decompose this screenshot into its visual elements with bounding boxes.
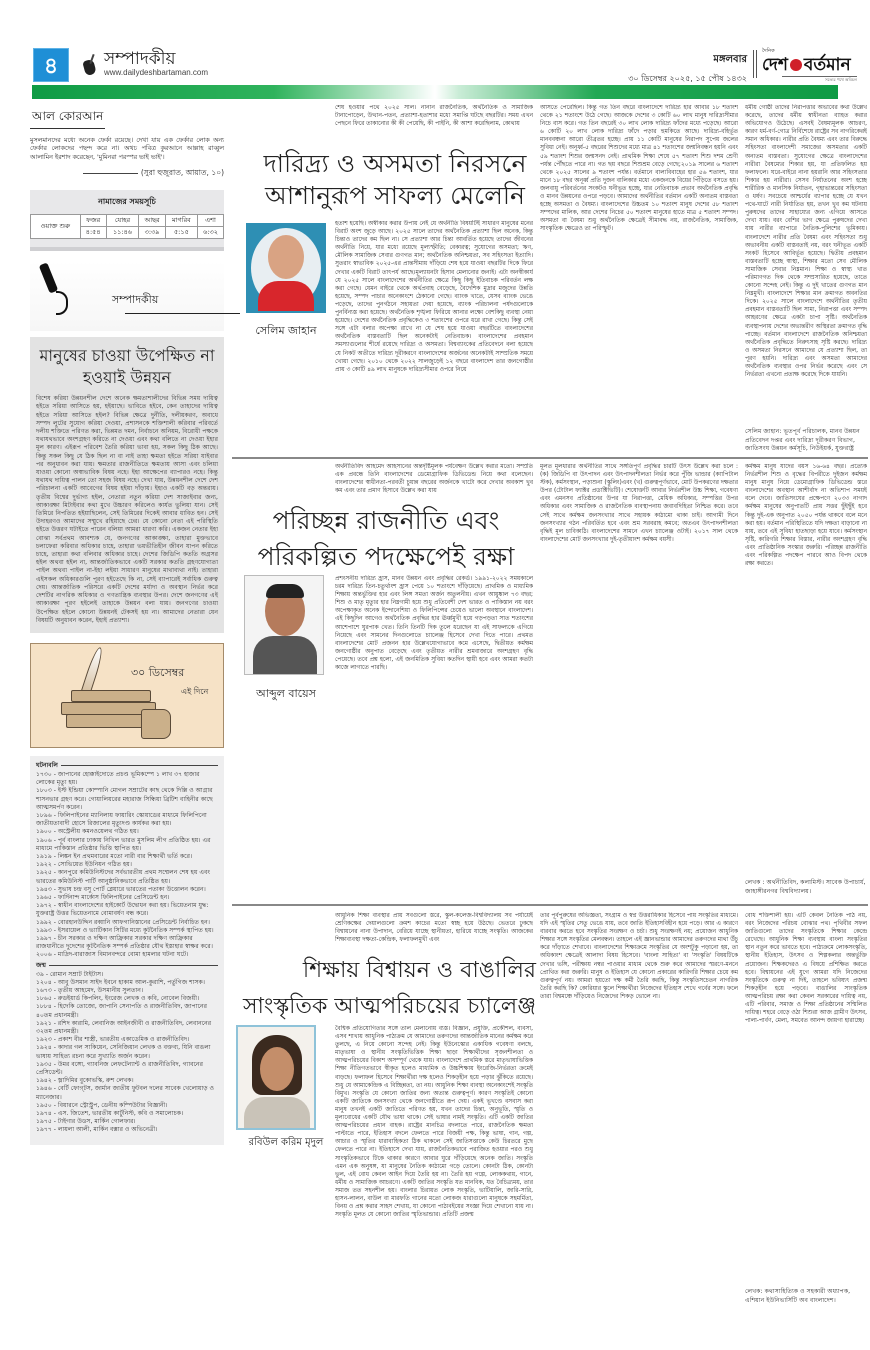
author-name: সেলিম জাহান bbox=[255, 324, 317, 337]
prayer-time: ১১:৪৬ bbox=[106, 227, 139, 239]
event-item: ১৯৪৩ - সুভাষ চন্দ্র বসু পোর্ট ব্লেয়ারে ভারতের পতাকা উত্তোলন করেন। bbox=[36, 885, 206, 893]
writing-hand-icon bbox=[82, 54, 98, 76]
events-heading: ঘটনাবলি bbox=[36, 760, 218, 771]
event-item: ২০০৬ - মাদ্রিদ-বারাজাস বিমানবন্দরে বোমা হামলার ঘটনা ঘটে। bbox=[36, 951, 189, 959]
birth-item: ১৯৫০ - বিয়ারনে স্ট্রোস্ট্রুপ, ডেনীয় কম্পিউটার বিজ্ঞানী। bbox=[36, 1101, 168, 1109]
headline-line: সাংস্কৃতিক আত্মপরিচয়ের চ্যালেঞ্জ bbox=[242, 994, 536, 1019]
masthead-name-right: বর্তমান bbox=[803, 55, 851, 75]
section-divider bbox=[232, 457, 868, 459]
article-3-headline bbox=[236, 953, 536, 1025]
event-item: ১৮০৩ - ইস্ট ইন্ডিয়া কোম্পানি মোগল সম্রাটের কাছ থেকে দিল্লি ও আগ্রার শাসনভার গ্রহণ করে। গোয়ালিয়রের মহারাজ সিন্ধিয়া ব্রিটিশ বাহিনীর কাছে আত্মসমর্পণ করেন। bbox=[36, 787, 213, 811]
masthead-logo bbox=[762, 48, 857, 84]
birth-item: ১৬৭৩ - তৃতীয় আহমেদ, উসমানীয় সুলতান। bbox=[36, 986, 144, 994]
prayer-name: এশা bbox=[198, 215, 224, 227]
prayer-time: ৪:৫৪ bbox=[80, 227, 106, 239]
birth-item: ১৯২৩ - প্রকাশ বীর শাস্ত্রী, ভারতীয় একাডেমিক ও রাজনীতিবিদ। bbox=[36, 1036, 190, 1044]
article-2-col-mid: মূলত মূলধারার অর্থনীতির সাথে সঙ্গতিপূর্ণ প্রবৃদ্ধির চারটি উৎস উল্লেখ করা চলে : (ক) জিডিপি বা উৎপাদন এবং উৎপাদনশীলতা নির্ভর করে পুঁজি ভান্ডার (ক্যাপিটাল স্টক), কর্মসংস্থান, পড়াশুনা (স্কুলিং)এবং (খ) গুরুত্বপূর্ণভাবে, মোট উপকরণের দক্ষতার উপর (টোটাল ফ্যাক্টর প্রডাক্টিভিটি)। শেষোক্তটি আবার নির্ভরশীল উচ্চ শিক্ষা, গবেষণা এবং এমনসব প্রতিষ্ঠানের উপর যা নিরাপত্তা, মেধিক অধিকার, সম্পত্তির উপর অধিকার এবং সামাজিক ও রাজনৈতিক ব্যবস্থাপনায় জবাবদিহিতা নিশ্চিত করে। তবে সেই সাথে কর্মক্ষম জনসংখ্যার সাথে সহায়ক কাঠামো থাকা চাই। আগামী দিনে জনসংখ্যার গঠন পরিবর্তিত হবে এবং শ্রম সরবরাহ কমবে; অতএব উৎপাদনশীলতা বৃদ্ধিই মূল চাবিকাঠি। বাংলাদেশের সামনে এখন চ্যালেঞ্জ ওটাই। ২০১৭ সাল থেকে বাংলাদেশের মোট জনসংখ্যার দুই-তৃতীয়াংশ কর্মক্ষম বয়সী। bbox=[540, 464, 738, 543]
event-item: ১৯০০ - অস্ট্রেলীয় কমনওয়েলথ গঠিত হয়। bbox=[36, 828, 139, 836]
editorial-headline: মানুষের চাওয়া উপেক্ষিত না হওয়াই উন্নয়ন bbox=[39, 346, 215, 388]
headline-line: দারিদ্র্য ও অসমতা নিরসনে bbox=[263, 149, 527, 178]
birth-item: ১৯৭৫ - টাইগার উডস, মার্কিন গোলফার। bbox=[36, 1118, 136, 1126]
birth-item: ১৯২৪ - কাদার গল সাকিয়েন, সেনিজিয়ান লেখক ও বক্তব্য, যিনি বাঙলা ভাষায় সাহিত্য রচনা করে সুখ্যাতি অর্জন করেন। bbox=[36, 1044, 211, 1060]
author-name: আব্দুল বায়েস bbox=[256, 687, 316, 700]
header-green-bar bbox=[32, 85, 838, 99]
quran-reference: (সুরা হুজুরাত, আয়াত, ১০) bbox=[30, 168, 224, 180]
this-day-banner bbox=[30, 643, 224, 748]
article-2-intro: অর্থনীতিবিদ আহমেদ আহসানের অন্তর্দৃষ্টিমূলক পর্যবেক্ষণ উল্লেখ করার মতো। সম্প্রতি এক প্রবন্ধে তিনি বাংলাদেশের ডেমোগ্রাফিক ডিভিডেন্ড নিয়ে কথা বলেছেন। বাংলাদেশের স্বাধীনতা-পরবর্তী চুয়ান্ন বছরের অর্জনকে খাটো করে দেখার অবকাশ খুব কম এবং তার প্রমাণ হিসাবে উল্লেখ করা যায় bbox=[335, 464, 533, 495]
article-2-col-main: প্রশংসনীয় দারিদ্র্য হ্রাস, মানব উন্নয়ন এবং প্রবৃদ্ধির রেকর্ড। ১৯৯১-২০২২ সময়কালে চরম দারিদ্র্য তিন-চতুর্থাংশ হ্রাস পেয়ে ১০ শতাংশে দাঁড়িয়েছে। প্রাথমিক ও মাধ্যমিক শিক্ষায় অন্তর্ভুক্তির হার এবং লিঙ্গ সমতা অর্জন অতুলনীয়। এখন আয়ুষ্কাল ৭৩ বছর; শিশু ও মাতৃ মৃত্যুর হার নিম্নগামী হয়ে শুধু প্রতিবেশী দেশ ভারত ও পাকিস্তান নয় বরং অপেক্ষাকৃত অনেক ইন্দোনেশিয়া ও ফিলিপিন্সের চেয়েও ভালো অবস্থানে বাংলাদেশ। এই কিছুদিন আগেও অর্থনৈতিক প্রবৃদ্ধির হার ঊর্ধ্বমুখী হয়ে গড়পড়তা সাত শতাংশের আশেপাশে ঘুরপাক খেত। তিনি তিনটি দিক তুলে ধরেছেন যা এই সাফল্যকে এগিয়ে নিয়েছে এবং সামনের দিনগুলোতে চ্যালেঞ্জ হিসেবে দেখা দিতে পারে। প্রথমত বাংলাদেশের মোট প্রজনন হার উল্লেখযোগ্যভাবে কমে এসেছে, দ্বিতীয়ত কর্মক্ষম জনগোষ্ঠীর অনুপাত বেড়েছে এবং তৃতীয়ত নারীর শ্রমবাজারে অংশগ্রহণ বৃদ্ধি পেয়েছে। তবে প্রশ্ন হলো, এই জনমিতিক সুবিধা কতদিন স্থায়ী হবে এবং আমরা কতটা কাজে লাগাতে পারছি। bbox=[335, 576, 533, 672]
headline-line: পরিকল্পিত পদক্ষেপেই রক্ষা bbox=[257, 542, 515, 571]
article-1-col-right-wrap bbox=[745, 104, 867, 454]
birth-item: ১৯৭৪ - এস. জিতেশ, ভারতীয় কার্টুনিস্ট, কবি ও সমালোচক। bbox=[36, 1110, 184, 1118]
article-1-col-right: ধর্মীয় গোষ্ঠী তাদের নিরাপত্তার অভাবের কথা উল্লেখ করেছে, তাদের ধর্মীয় স্বাধীনতা ব্যাহত করার অভিযোগও উঠেছে। এসবই বৈষম্যমূলক আচরণ, কারণ ধর্ম-বর্ণ-গোত্র নির্বিশেষে রাষ্ট্রের সব নাগরিকেরই সমান অধিকার। নারীর প্রতি বৈষম্য এবং তার বিরুদ্ধে সহিংসতা বাংলাদেশী সমাজের অসমতার একটি অন্যতম বাস্তবতা। সুযোগের ক্ষেত্রে বাংলাদেশের নারীরা বৈষম্যের শিকার হয়, যা প্রতিফলিত হয় ফলাফলে। ঘরে-বাইরে নানা হয়রানি আর সহিংসতার শিকার হয় নারীরা। সেসব নির্যাতনের অংশ হচ্ছে শারীরিক ও মানসিক নির্যাতন, গৃহাভ্যন্তরের সহিংসতা ও ধর্ষণ। সবচেয়ে আশ্চর্যের ব্যাপার হচ্ছে যে যখন পথে-ঘাটে নারী নির্যাতিত হয়, তখন খুব কম ঘটনায় পুরুষদের তাদের সাহায্যের জন্য এগিয়ে আসতে দেখা যায়। বরং বেশির ভাগ ক্ষেত্রে পুরুষদের দেখা যায় নারীর ব্যাপারে নৈতিক-পুলিশের ভূমিকায়। বাংলাদেশে নারীর প্রতি বৈষম্য এবং সহিংসতা শুধু অভাবনীয় একটি বাস্তবতাই নয়, বরং ঘনীভূত একটি সংকট হিসেবে আবির্ভূত হয়েছে। দ্বিতীয় প্রবহমান বাস্তবতাটি হচ্ছে স্বাস্থ্য, শিক্ষার মতো সেব মৌলিক সামাজিক সেবার নিম্নমান। শিক্ষা ও স্বাস্থ্য খাত পরিমাণগত দিক থেকে সম্প্রসারিত হয়েছে, তাতে কোনো সন্দেহ নেই। কিন্তু এ দুই খাতের গুণগত মান নিম্নমুখী। বাংলাদেশে শিক্ষার মান ক্রমাগত অবনতির দিকে। ২০২৫ সালে বাংলাদেশে অর্থনীতির তৃতীয় প্রবহমান বাস্তবতাটি ছিল সাম্য, নিরাপত্তা এবং সম্পদ আহরণের ক্ষেত্রে একটা চাপা সৃষ্টি। অর্থনৈতিক ব্যবস্থাপনায় দেশের অভ্যন্তরীণ অস্থিরতা ক্রমাগত বৃদ্ধি পাচ্ছে। বর্তমান বাংলাদেশে রাজনৈতিক অনিশ্চয়তা অর্থনৈতিক প্রবৃদ্ধিতে নিরুৎসাহ সৃষ্টি করছে। দারিদ্র্য ও অসমতা নিরসনে আমাদের যে প্রত্যাশা ছিল, তা পূরণ হয়নি। দারিদ্র্য এবং অসমতা আমাদের অর্থনৈতিক ব্যবস্থার ওপর নির্ভর করেছে এবং সে নির্ভরতা এখনো প্রত্যক্ষ করেছে দিকে যায়নি। bbox=[745, 105, 867, 379]
author-photo-selim-jahan bbox=[246, 223, 326, 313]
event-item: ১৯২৫ - কানপুরে কমিউনিস্টদের সর্বভারতীয় প্রথম সম্মেলন শেষ হয় এবং ভারতের কমিউনিস্ট পার্টি আনুষ্ঠানিকভাবে প্রতিষ্ঠিত হয়। bbox=[36, 869, 211, 885]
fountain-pen-icon bbox=[38, 261, 68, 316]
article-1-col-main: হতাশ হয়েছি। অস্বীকার করার উপায় নেই যে অর্থনীতি বিষয়টিই সাধারণ মানুষের মনের বিরাট অংশ জুড়ে আছে। ২০২৫ সালে তাদের অর্থনৈতিক প্রত্যাশা ছিল অনেক, কিন্তু চিন্তাও তাদের কম ছিল না। সে প্রত্যাশা আর চিন্তা আবর্তিত হয়েছে তাদের জীবনের অর্থনীতি নিয়ে, যার মধ্যে রয়েছে মূল্যস্ফীতি; বেকারত্ব; সুযোগের অসমতা; ঋণ, মৌলিক সামাজিক সেবার গুণগত মান; অর্থনৈতিক অনিশ্চয়তা, সব সহিংসতা ইত্যাদি। সুতরাং স্বাভাবিক ২০২৫-এর প্রান্তসীমায় দাঁড়িয়ে শেষ হয়ে যাওয়া বছরটির দিকে ফিরে দেখার একটি বিরাট তাৎপর্য আছে।মূল্যায়নটা হিসাব মেলানোর জন্যই। এটা অনস্বীকার্য যে ২০২৫ সালে বাংলাদেশের অর্থনীতির ক্ষেত্রে কিছু কিছু ইতিবাচক পরিবর্তন লক্ষ করা গেছে। যেমন বাইরে থেকে অর্থপ্রবাহ বেড়েছে, বৈদেশিক মুদ্রার মজুদের উন্নতি হয়েছে, সম্পদ পাচার অনেকাংশে ঠেকানো গেছে। ব্যাংক খাতে, যেসব ব্যাংক ভেঙে পড়েছে, তাদের পুনর্গঠনে সহায়তা দেয়া হয়েছে, ব্যাংক পরিচালনা পর্ষদগুলোকে পুনর্বিন্যস্ত করা হয়েছে। অর্থনৈতিক শৃঙ্খলা ফিরিয়ে আনার লক্ষ্যে বেশকিছু ব্যবস্থা নেয়া হয়েছে। দেশের অর্থনৈতিক প্রবৃদ্ধিকেও ৩ শতাংশের ওপরে ধরে রাখা গেছে। কিন্তু সেই সঙ্গে এটা বলার অপেক্ষা রাখে না যে শেষ হয়ে যাওয়া বছরটিতে বাংলাদেশের অর্থনৈতিক বাস্তবতাটি ছিল অনেকটাই নেতিবাচক। বাংলাদেশের প্রবহমান সমস্যাগুলোর শীর্ষে রয়েছে দারিদ্র্য ও অসমতা। বিশ্বব্যাংকের প্রতিবেদনে বলা হয়েছে যে নিকট অতীতে দারিদ্র্য দূরীকরণে বাংলাদেশের অর্জনের অনেকটাই সাম্প্রতিক সময়ে খোয়া গেছে। ২০১০ থেকে ২০২২ সালজুড়েই ১২ বছরে বাংলাদেশ তার জনগোষ্ঠীর প্রায় ৩ কোটি ৪৯ লাখ মানুষকে দারিদ্র্যসীমার ওপরে নিয়ে bbox=[335, 221, 533, 373]
issue-date bbox=[628, 52, 747, 86]
article-1-byline: সেলিম জাহান: ভূতপূর্ব পরিচালক, মানব উন্নয়ন প্রতিবেদন দপ্তর এবং দারিদ্র্য দূরীকরণ বিভাগ, জাতিসংঘ উন্নয়ন কর্মসূচি, নিউইয়র্ক, যুক্তরাষ্ট্র bbox=[745, 428, 860, 452]
article-2-headline bbox=[236, 503, 536, 575]
banner-underline bbox=[125, 313, 240, 314]
map-emblem-icon bbox=[790, 59, 802, 71]
masthead-prefix: দৈনিক bbox=[762, 48, 775, 54]
prayer-times-title: নামাজের সময়সূচি bbox=[98, 197, 156, 207]
date-line: ৩০ ডিসেম্বর ২০২৫, ১৫ পৌষ ১৪৩২ bbox=[628, 74, 747, 83]
birth-item: ১৮৬৫ - রুডইয়ার্ড কিপলিং, ইংরেজ লেখক ও কবি, নোবেল বিজয়ী। bbox=[36, 995, 200, 1003]
birth-item: ১২০৪ - আবু উসমান সাইদ ইবনে হাকাম আল-কুরাশি, পর্তুগিজ শাসক। bbox=[36, 978, 205, 986]
birth-item: ১৯৪২ - ভ্লাদিমির বুকোভস্কি, রুশ লেখক। bbox=[36, 1077, 134, 1085]
article-3-col-main: বৈশ্বিক প্রতিযোগিতার সঙ্গে তাল মেলানোয় ব্যস্ত। বিজ্ঞান, প্রযুক্তি, প্রকৌশল, ব্যবসা, এসব শাখায় আধুনিক পাঠ্যক্রম যে আমাদের তরুণদের আন্তর্জাতিক মানের কর্মক্ষম করে তুলছে, এ নিয়ে কোনো সন্দেহ নেই। কিন্তু ইউনেস্কোর একাধিক গবেষণা বলছে, মাতৃভাষা ও স্থানীয় সংস্কৃতিভিত্তিক শিক্ষা ছাড়া শিক্ষার্থীদের সৃজনশীলতা ও আত্মপরিচয়ের বিকাশ অসম্পূর্ণ থেকে যায়। বাংলাদেশে প্রাথমিক স্তরে মাতৃভাষাভিত্তিক শিক্ষা নীতিগতভাবে স্বীকৃত হলেও মাধ্যমিক ও উচ্চশিক্ষায় ইংরেজি-নির্ভরতা ক্রমেই বাড়ছে। ফলাফল হিসেবে শিক্ষার্থীরা দক্ষ হলেও শিকড়হীন হয়ে পড়ার ঝুঁকিতে রয়েছে। শুধু যে আমাকেন্দ্রিক এ বিচ্ছিন্নতা, তা নয়। আধুনিক শিক্ষা ব্যবস্থা অনেকাংশেই সংস্কৃতি বিমুখ। সংস্কৃতি যে কোনো জাতির জন্য অত্যন্ত গুরুত্বপূর্ণ। কারণ সংস্কৃতিই কোনো একটি জাতিকে জনসংখ্যা থেকে জনগোষ্ঠীতে রূপ দেয়। একই ভূখণ্ডে বসবাস করা মানুষ তখনই একটি জাতিতে পরিণত হয়, যখন তাদের চিন্তা, অনুভূতি, স্মৃতি ও মূল্যবোধের একটি যৌথ ভাষা থাকে। সেই ভাষার নামই সংস্কৃতি। এটি একটি জাতির আত্মপরিচয়ের প্রধান বাহক। রাষ্ট্রের মানচিত্র বদলাতে পারে, রাজনৈতিক ক্ষমতা পাল্টাতে পারে, ইতিহাস বদলে ফেলতে পারে বিজয়ী পক্ষ, কিন্তু ভাষা, গান, গল্প, আচার ও স্মৃতির ধারাবাহিকতা ঠিক থাকলে সেই জাতিসত্তাকে কেউ চিরতরে মুছে ফেলতে পারে না। ইতিহাসে দেখা যায়, রাজনৈতিকভাবে পরাজিত হওয়ার পরও শুধু সাংস্কৃতিকভাবে টিকে থাকার কারণে আবার ঘুরে দাঁড়িয়েছে অনেক জাতি। সংস্কৃতি এমন এক অনুষঙ্গ, যা মানুষের নৈতিক কাঠামো গড়ে তোলে। কোনটা ঠিক, কোনটা ভুল, এই বোধ কেবল আইন দিয়ে তৈরি হয় না। তৈরি হয় গল্পে, লোককথায়, গানে, ধর্মীয় ও সামাজিক আচরণে। একটি জাতির সংস্কৃতি যত মানবিক, যত বৈচিত্র্যময়, তার সমাজ তত সহনশীল হয়। বাংলার চিরায়ত লোক সংস্কৃতি, ভাটিয়ালি, জারি-সারি, হাসন-লালন, বাউল বা মারফতি গানের মতো লোকজ ধারাগুলো মানুষকে সহমর্মিতা, বিনয় ও প্রশ্ন করার সাহস শেখায়, যা কোনো পাঠ্যবইয়ের সংজ্ঞা দিয়ে শেখানো যায় না। সংস্কৃতি মূলত যে কোনো জাতির স্মৃতিভান্ডার। প্রতিটি প্রজন্ম bbox=[335, 1026, 533, 1219]
prayer-times-table bbox=[30, 214, 224, 239]
prayer-time: ৩:৩৯ bbox=[139, 227, 165, 239]
article-2-col-right: কর্মক্ষম মানুষ যাদের বয়স ১৬-৬৪ বছর। প্রত্যেক নির্ভরশীল শিশু ও বৃদ্ধের বিপরীতে দুইজন কর্মক্ষম মানুষ মানুষ নিয়ে ডেমোগ্রাফিক ডিভিডেন্ড স্তরে বাংলাদেশের অবস্থান আশীর্বাদ না অভিশাপ সময়ই বলে দেবে। জাতিসংঘের প্রক্ষেপণে ২০৩৩ নাগাদ কর্মক্ষম মানুষের অনুপাতটি প্রায় সত্তর ছুঁইছুঁই হবে কিন্তু দুই-এক অনুপাত ২০৫০ পর্যন্ত থাকবে বলে মনে করা হয়। বর্তমান পরিস্থিতিতে যদি দক্ষতা বাড়ানো না যায়, তবে এই সুবিধা হাতছাড়া হয়ে যাবে। কর্মসংস্থান সৃষ্টি, কারিগরি শিক্ষার বিস্তার, নারীর অংশগ্রহণ বৃদ্ধি এবং প্রাতিষ্ঠানিক সংস্কার জরুরি। পরিচ্ছন্ন রাজনীতি এবং পরিকল্পিত পদক্ষেপ পারবে আও বিপদ থেকে রক্ষা করতে। bbox=[745, 464, 867, 568]
event-item: ১৯০৬ - পূর্ব বাংলার ঢাকায় নিখিল ভারত মুসলিম লীগ প্রতিষ্ঠিত হয়। এর মাধ্যমে পাকিস্তান প্রতিষ্ঠার ভিত্তি স্থাপিত হয়। bbox=[36, 836, 211, 852]
this-day-subtitle: এই দিনে bbox=[181, 686, 209, 696]
section-divider bbox=[232, 904, 868, 906]
headline-line: আশানুরূপ সাফল্য মেলেনি bbox=[265, 181, 525, 210]
section-title: সম্পাদকীয় bbox=[104, 49, 176, 69]
headline-line: শিক্ষায় বিশ্বায়ন ও বাঙালির bbox=[302, 958, 536, 983]
page-header bbox=[0, 0, 870, 100]
author-photo-abdul-bayes bbox=[244, 575, 324, 675]
editorial-banner bbox=[30, 261, 224, 331]
prayer-name: ফজর bbox=[80, 215, 106, 227]
event-item: ১৯৯৩ - ইসরায়েল ও ভ্যাটিকান সিটির মধ্যে কূটনৈতিক সম্পর্ক স্থাপিত হয়। bbox=[36, 926, 214, 934]
headline-line: পরিচ্ছন্ন রাজনীতি এবং bbox=[272, 506, 500, 535]
editorial-banner-label: সম্পাদকীয় bbox=[112, 293, 159, 307]
left-sidebar bbox=[30, 105, 224, 1145]
event-item: ১৯২২ - সোভিয়েত ইউনিয়ন গঠিত হয়। bbox=[36, 861, 132, 869]
section-logo bbox=[82, 50, 208, 77]
birth-item: ১৮৮৪ - হিদেকি তোজো, জাপানি সেনাপতি ও রাজনীতিবিদ, জাপানের ৪০তম প্রধানমন্ত্রী। bbox=[36, 1003, 207, 1019]
quran-text: মুসলমানদের মধ্যে অনেক ফের্কা রয়েছে। দেখা যায় এক ফের্কার লোক অন্য ফের্কার লোকদের পছন্দ করে না। অথচ পবিত্র কুরআনে আল্লাহ রাব্বুল আলামিন ইরশাদ করেছেন, 'মুমিনরা পরস্পর ভাই ভাই'। bbox=[30, 137, 224, 161]
event-item: ১৮৯৬ - ফিলিপাইনের ম্যানিলায় ফায়ারিং স্কোয়াডের মাধ্যমে ফিলিপিনো জাতীয়তাবাদী হোসে রিজালের মৃত্যুদণ্ড কার্যকর করা হয়। bbox=[36, 811, 207, 828]
article-3-byline: লেখক: কথাসাহিত্যিক ও সহকারী অধ্যাপক, এশিয়ান ইউনিভার্সিটি অব বাংলাদেশ। bbox=[745, 1288, 851, 1304]
article-2-col-right-wrap bbox=[745, 463, 867, 900]
event-item: ১৯৯৭ - চীন সরকার ও দক্ষিণ আফ্রিকার সরকার দক্ষিণ আফ্রিকার রাজধানীতে দুদেশের কূটনৈতিক সম্পর্ক প্রতিষ্ঠার যৌথ ইস্তাহার স্বাক্ষর করে। bbox=[36, 934, 213, 951]
article-3-intro: আধুনিক শিক্ষা ব্যবস্থার প্রায় সবগুলো স্তরে, স্কুল-কলেজ-বিশ্ববিদ্যালয় সব পর্যায়েই শ্রেণিকক্ষের দেয়ালগুলো ক্রমশ কাচের মতো স্বচ্ছ হয়ে উঠছে। ভেতরে ঢুকছে বিশ্বায়নের নানা উপাদান, বেরিয়ে যাচ্ছে স্থানীয়তা, হারিয়ে যাচ্ছে সংস্কৃতি। আজকের শিক্ষাব্যবস্থা দক্ষতা-কেন্দ্রিক, ফলাফলমুখী এবং bbox=[335, 913, 533, 944]
history-list bbox=[30, 756, 224, 1145]
birth-item: ১৯৩৫ - উমর বঙ্গো, গ্যাবনিজ লেফটেন্যান্ট ও রাজনীতিবিদ, গ্যাবনের প্রেসিডেন্ট। bbox=[36, 1060, 203, 1077]
masthead-tagline: সত্যের পথে অবিচল bbox=[782, 76, 857, 84]
event-item: ১৯৬৫ - ফার্দিনান্দ মার্কোস ফিলিপাইনের প্রেসিডেন্ট হন। bbox=[36, 893, 170, 901]
event-item: ১৯১৯ - লিঙ্কন ইন প্রথমবারের মতো নারী বার শিক্ষার্থী ভর্তি করে। bbox=[36, 852, 193, 860]
masthead-name-left: দেশ bbox=[762, 55, 788, 75]
website-link[interactable]: www.dailydeshbartaman.com bbox=[104, 68, 209, 77]
birth-item: ৩৯ - রোমান সম্রাট টাইটাস। bbox=[36, 970, 104, 978]
event-item: ১৯৭২ - স্বাধীন বাংলাদেশের হাইকোর্ট উদ্বোধন করা হয়। ভিয়েতনাম যুদ্ধ: যুক্তরাষ্ট্র উত্তর ভিয়েতনামে বোমাবর্ষণ বন্ধ করে। bbox=[36, 902, 209, 918]
article-3-col-right: বোধ শক্তিশালী হয়। এটি কেবল নৈতিক পাঠ নয়, বরং নিজেদের পরিচয় বোঝার পথ। পৃথিবীর সফল জাতিগুলো তাদের সংস্কৃতিকে শিক্ষার কেন্দ্রে রেখেছে। আধুনিক শিক্ষা ব্যবস্থায় বাংলা সংস্কৃতির স্থান নতুন করে ভাবতে হবে। পাঠ্যক্রমে লোকসংস্কৃতি, স্থানীয় ইতিহাস, উৎসব ও শিল্পকলার অন্তর্ভুক্তি প্রয়োজন। শিক্ষকদেরও এ বিষয়ে প্রশিক্ষিত করতে হবে। বিশ্বায়নের এই যুগে আমরা যদি নিজেদের সংস্কৃতিকে গুরুত্ব না দিই, তাহলে ভবিষ্যৎ প্রজন্ম শিকড়হীন হয়ে পড়বে। বাঙালির সাংস্কৃতিক আত্মপরিচয় রক্ষা করা কেবল সরকারের দায়িত্ব নয়, এটি পরিবার, সমাজ ও শিক্ষা প্রতিষ্ঠানের সম্মিলিত দায়িত্ব। শহরে বেড়ে ওঠা শিশুরা আজ গ্রামীণ উৎসব, পালা-পার্বণ, মেলা, সমবেত আনন্দ জায়গা হারাচ্ছে। bbox=[745, 913, 867, 1025]
weekday: মঙ্গলবার bbox=[713, 54, 747, 65]
prayer-name: আছর bbox=[139, 215, 165, 227]
masthead-divider bbox=[753, 50, 757, 78]
author-photo-rabiul-karim-mridul bbox=[236, 1025, 316, 1130]
prayer-row-label: ওয়াক্ত শুরু bbox=[31, 215, 81, 239]
event-item: ১৭৩০ - জাপানের হোক্কাইদোতে প্রচণ্ড ভূমিকম্পে ১ লাখ ৩৭ হাজার লোকের মৃত্যু হয়। bbox=[36, 770, 200, 787]
article-2-byline: লেখক : অর্থনীতিবিদ, কলামিস্ট। সাবেক উপাচার্য, জাহাঙ্গীরনগর বিশ্ববিদ্যালয়। bbox=[745, 879, 866, 895]
prayer-time: ৫:১৫ bbox=[165, 227, 197, 239]
quran-heading: আল কোরআন bbox=[30, 108, 105, 129]
prayer-time: ৬:৩২ bbox=[198, 227, 224, 239]
books-icon bbox=[56, 684, 176, 744]
author-name: রবিউল করিম মৃদুল bbox=[248, 1137, 324, 1148]
article-1-col-mid: আসতে পেরেছিল। কিন্তু গত তিন বছরে বাংলাদেশে দারিদ্র্য হার আবার ১৮ শতাংশ থেকে ২১ শতাংশে উঠে গেছে। আজকে দেশের ৩ কোটি ৬০ লাখ মানুষ দারিদ্র্যসীমার নিচে বাস করে। গত তিন বছরেই ৩০ লাখ লোক দারিদ্র্য ফাঁদের মধ্যে পড়েছে। আরো ৬ কোটি ২০ লাখ লোক দারিদ্র্য ফাঁদে পড়ার হুমকিতে আছে। দারিদ্র্য-বহির্ভূত মানববঞ্চনা আরো তীব্রতর হচ্ছে। প্রায় ১১ কোটি মানুষের নিরাপদ সুপেয় জলের সুবিধা নেই। অনূর্ধ্ব-৫ বছরের শিশুদের মধ্যে মাত্র ৪১ শতাংশের জন্মনিবন্ধন হয়নি এবং ৫৯ শতাংশ শিশুর জন্মসনদ নেই। প্রাথমিক শিক্ষা শেষে ৫৭ শতাংশ শিশু দশম শ্রেণী পর্যন্ত পৌঁছতে পারে না। গত ছয় বছরে শিশুশ্রম বেড়ে গেছে;২০১৯ সালের ৬ শতাংশ থেকে ২০২৫ সালের ৯ শতাংশ পর্যন্ত। বর্তমানে বাল্যবিবাহের হার ৫৬ শতাংশ, যার মানে ১৮ বছর অনূর্ধ্ব প্রতি দুজন বালিকার মধ্যে একজনকে বিয়ের পিঁড়িতে বসতে হয়। জলবায়ু পরিবর্তনের সংকটও ঘনীভূত হচ্ছে, যার নেতিবাচক প্রভাব অর্থনৈতিক প্রবৃদ্ধি ও মানব উন্নয়নের ওপরে পড়বে। আমাদের অর্থনীতির বর্তমান একটি অন্যতম বাস্তবতা হচ্ছে অসমতা ও বৈষম্য। বাংলাদেশের উচ্চতম ১০ শতাংশ মানুষ দেশের ৫৮ শতাংশ সম্পদের মালিক, আর দেশের নিচের ৫০ শতাংশ মানুষের হাতে মাত্র ৫ শতাংশ সম্পদ। অসমতা বা বৈষম্য শুধু অর্থনৈতিক ক্ষেত্রেই সীমাবদ্ধ নয়, রাজনৈতিক, সামাজিক, সাংস্কৃতিক ক্ষেত্রেও তা পরিস্ফুট। bbox=[540, 105, 738, 233]
page-number-badge: ৪ bbox=[33, 48, 69, 82]
birth-item: ১৯৪৬ - বের্টি ফোগ্‌টস, জার্মান জাতীয় ফুটবল দলের সাবেক খেলোয়াড় ও ম্যানেজার। bbox=[36, 1085, 215, 1101]
prayer-name: মাগরিব bbox=[165, 215, 197, 227]
article-1-intro: শেষ হওয়ার পথে ২০২৫ সাল। নানান রাজনৈতিক, অর্থনৈতিক ও সামাজিক টানাপোড়েন, উত্থান-পতন, প্রত্যাশা-হতাশার মধ্যে সমাপ্তি ঘটছে বছরটির। সময় এখন পেছনে ফিরে তাকানোর কী কী পেয়েছি, কী পাইনি, কী আশা করেছিলাম, কোথায় bbox=[335, 105, 533, 128]
birth-item: ১৯২১ - রশিদ কারামি, লেবানিজ আইনজীবী ও রাজনীতিবিদ, লেবাননের ৩২তম প্রধানমন্ত্রী। bbox=[36, 1019, 212, 1035]
this-day-date: ৩০ ডিসেম্বর bbox=[131, 665, 185, 679]
editorial-article bbox=[30, 337, 224, 633]
article-3-col-right-wrap bbox=[745, 912, 867, 1312]
editorial-body: বিশেষ করিয়া উন্নয়নশীল দেশে অনেক ক্ষমতাশালীদের বিভিন্ন সময় দায়িত্ব হইতে সরিয়া আসিতে হয়, হইয়াছে। ভাবিতে হইবে, কেন তাহাদের দায়িত্ব হইতে সরিয়া আসিতে হইল? বিভিন্ন ক্ষেত্রে দুর্নীতি, দলীয়করণ, অবাধে সম্পদ লুটের সুযোগ করিয়া দেওয়া, প্রশাসনকে শক্তিশালী করিবার পরিবর্তে দলীয় শক্তিতে পরিণত করা, ভিন্নমত দমন, নির্বাচনে অনিয়ম, বিরোধী পক্ষকে যথাযথভাবে অংশগ্রহণ করিতে না দেওয়া এবং কথা বলিতে না দেওয়া ইহার মূল কারণ। এইরূপ পরিবেশ তৈরি করিয়া ভাবা হয়, সকল কিছু ঠিক আছে। কিন্তু সকল কিছু যে ঠিক ছিল না বা নাই তাহা ক্ষমতা হইতে সরিয়া যাইবার পর অনুধাবন করা যায়। ক্ষমতার রাজনীতিতে ক্ষমতায় আসা এবং চলিয়া যাওয়া কোনো অস্বাভাবিক বিষয় নহে। ইহা আক্ষেপের ব্যাপারও নহে। কিন্তু যথাযথ দায়িত্ব পালন তো সহজ বিষয় নহে। দেখা যায়, উন্নয়নশীল দেশে দেশ পরিচালনা একটি আবেগের বিষয় হইয়া দাঁড়ায়। ইহাও একটি বড় অন্তরায়। তৃতীয় বিশ্বের দুর্ভাগ্য হইল, নেতারা নতুন করিয়া দেশ সাজাইবার জন্য, আকাঙ্ক্ষা মিটাইবার কথা মুখে উচ্চারণ করিলেও কার্যত ভুলিয়া যান। সেই তিমিরে নিপতিত হইয়াছিলেন, সেই তিমিরের দিকেই আবার ধাবিত হন। সেই উদাহরণও আমাদের সম্মুখে রহিয়াছে ঢের। যে কোনো নেতা এই পরিস্থিতি হইতে উত্তরণ ঘটাইতে পারেন বলিয়া আমরা ধারণা করি। একজন নেতার ইহা বোঝা সর্বপ্রথম আবশ্যক যে, জনগণের আকাঙ্ক্ষা, তাহারা মুক্তভাবে চলাফেরা করিবার অধিকার চাহে, তাহারা ভয়ভীতিহীন জীবন যাপন করিতে চাহে, তাহারা কথা বলিবার অধিকার চাহে। দেশের জিডিপি কততি অগ্রসর হইল অথবা হইল না, আন্তর্জাতিকভাবে একটি সরকার কততি গ্রহণযোগ্যতা পাইল অথবা পাইল না-ইহা লইয়া সাধারণ মানুষের মাথাব্যথা নাই। তাহারা এইসকল অধিকারগুলি পূরণ হইতেছে কি না, সেই ব্যাপারেই সর্বাধিক গুরুত্ব দেয়। আন্তর্জাতিক পরিসরে একটি দেশের মর্যাদা ও অবস্থান নির্ভর করে দেশটির নাগরিক অধিকার ও গণতান্ত্রিক ব্যবস্থার উপর। দেশে জনগণের এই আকাঙ্ক্ষা পূরণ হইলেই তাহাকে উন্নয়ন বলা যায়। জনগণের চাওয়া উপেক্ষিত হইলে কোনো উন্নয়নই টেকসই হয় না। আমাদের নেতারা যেন বিষয়টি অনুধাবন করেন, ইহাই প্রত্যাশা। bbox=[36, 395, 218, 624]
article-3-col-mid: তার পূর্বপুরুষের অভিজ্ঞতা, সংগ্রাম ও স্বপ্ন উত্তরাধিকার হিসেবে পায় সংস্কৃতির মাধ্যমে। যদি এই স্মৃতির সেতু ভেঙে যায়, তবে জাতি ইতিহাসবিহীন হয়ে পড়ে। আর এ কারণে বারবার করতে হবে সংস্কৃতির সংরক্ষণ ও চর্চা। শুধু সংরক্ষণই নয়; প্রয়োজন আধুনিক শিক্ষার সঙ্গে সংস্কৃতির মেলবন্ধন। তাহলে এই জ্ঞানভান্ডার আমাদের তরুণদের মাথা উঁচু করে দাঁড়াতে শেখাবে। বাংলাদেশের শিক্ষাক্রমে সংস্কৃতির যে অংশটুকু পড়ানো হয়, তা অধিকাংশ ক্ষেত্রেই আলাদা বিষয় হিসেবে। 'বাংলা সাহিত্য' বা 'সংস্কৃতি' বিষয়টিকে দেখার ভঙ্গি, পরীক্ষায় নম্বর পাওয়ার মাধ্যম থেকে শুরু করে আমাদের স্মরণে-মননে প্রোথিত করা জরুরি। মানুষ ও ইতিহাস যে কোনো প্রকারের কারিগরি শিক্ষার চেয়ে কম গুরুত্বপূর্ণ নয়। আমরা হয়তো দক্ষ কর্মী তৈরি করছি, কিন্তু সংস্কৃতিসচেতন নাগরিক তৈরি করছি কি? কোরিয়ার স্কুলে শিক্ষার্থীরা নিজেদের ইতিহাস শেখে গর্বের সঙ্গে। ফলে তারা বিশ্বমঞ্চে দাঁড়িয়েও নিজেদের শিকড় ভোলে না। bbox=[540, 913, 738, 1000]
prayer-times-box bbox=[30, 190, 224, 251]
birth-item: ১৯৭৭ - লায়লা আলী, মার্কিন বক্সার ও অভিনেত্রী। bbox=[36, 1126, 158, 1134]
births-heading: জন্ম bbox=[36, 960, 218, 971]
article-1-headline bbox=[250, 148, 540, 212]
prayer-name: যোহর bbox=[106, 215, 139, 227]
event-item: ১৯৯২ - বোরহানউদ্দিন রব্বানি আফগানিস্তানের প্রেসিডেন্ট নির্বাচিত হন। bbox=[36, 918, 210, 926]
